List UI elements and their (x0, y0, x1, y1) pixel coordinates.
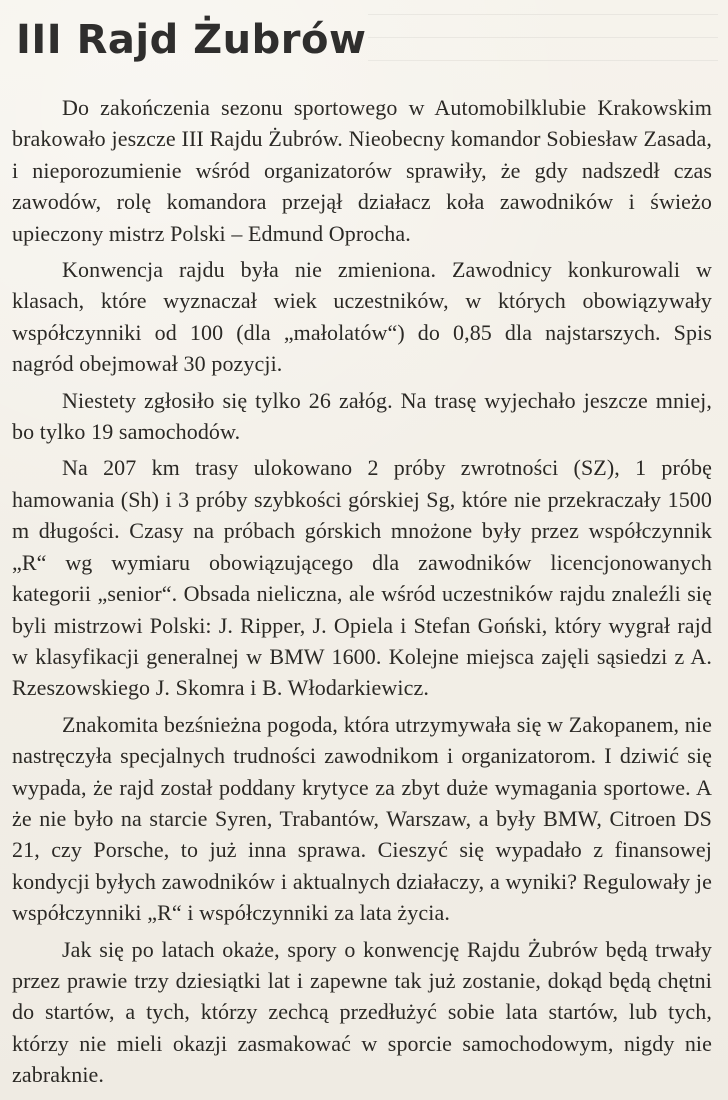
paragraph: Niestety zgłosiło się tylko 26 załóg. Na trasę wyjechało jeszcze mniej, bo tylko 19 samochodów. (12, 387, 712, 445)
page-title: III Rajd Żubrów (16, 17, 367, 63)
paragraph: Konwencja rajdu była nie zmieniona. Zawodnicy konkurowali w klasach, które wyznaczał wiek uczestników, w których obowiązywały współczynniki od 100 (dla „małolatów“) do 0,85 dla najstarszych. Spis nagród obejmował 30 pozycji. (12, 257, 712, 377)
paragraph: Do zakończenia sezonu sportowego w Automobilklubie Krakowskim brakowało jeszcze III Rajdu Żubrów. Nieobecny komandor Sobiesław Zasada, i nieporozumienie wśród organizatorów sprawiły, że gdy nadszedł czas zawodów, rolę komandora przejął działacz koła zawodników i świeżo upieczony mistrz Polski – Edmund Oprocha. (12, 95, 712, 246)
paragraph: Znakomita bezśnieżna pogoda, która utrzymywała się w Zakopanem, nie nastręczyła specjalnych trudności zawodnikom i organizatorom. I dziwić się wypada, że rajd został poddany krytyce za zbyt duże wymagania sportowe. A że nie było na starcie Syren, Trabantów, Warszaw, a były BMW, Citroen DS 21, czy Porsche, to już inna sprawa. Cieszyć się wypadało z finansowej kondycji byłych zawodników i aktualnych działaczy, a wyniki? Regulowały je współczynniki „R“ i współczynniki za lata życia. (12, 711, 712, 926)
paragraph: Jak się po latach okaże, spory o konwencję Rajdu Żubrów będą trwały przez prawie trzy dziesiątki lat i zapewne tak już zostanie, dokąd będą chętni do startów, a tych, którzy zechcą przedłużyć sobie lata startów, lub tych, którzy nie mieli okazji zasmakować w sporcie samochodowym, nigdy nie zabraknie. (12, 936, 712, 1088)
article-body (12, 92, 712, 1096)
paragraph: Na 207 km trasy ulokowano 2 próby zwrotności (SZ), 1 próbę hamowania (Sh) i 3 próby szybkości górskiej Sg, które nie przekraczały 1500 m długości. Czasy na próbach górskich mnożone były przez współczynnik „R“ wg wymiaru obowiązującego dla zawodników licencjonowanych kategorii „senior“. Obsada nieliczna, ale wśród uczestników rajdu znaleźli się byli mistrzowi Polski: J. Ripper, J. Opiela i Stefan Goński, który wygrał rajd w klasyfikacji generalnej w BMW 1600. Kolejne miejsca zajęli sąsiedzi z A. Rzeszowskiego J. Skomra i B. Włodarkiewicz. (12, 455, 712, 701)
